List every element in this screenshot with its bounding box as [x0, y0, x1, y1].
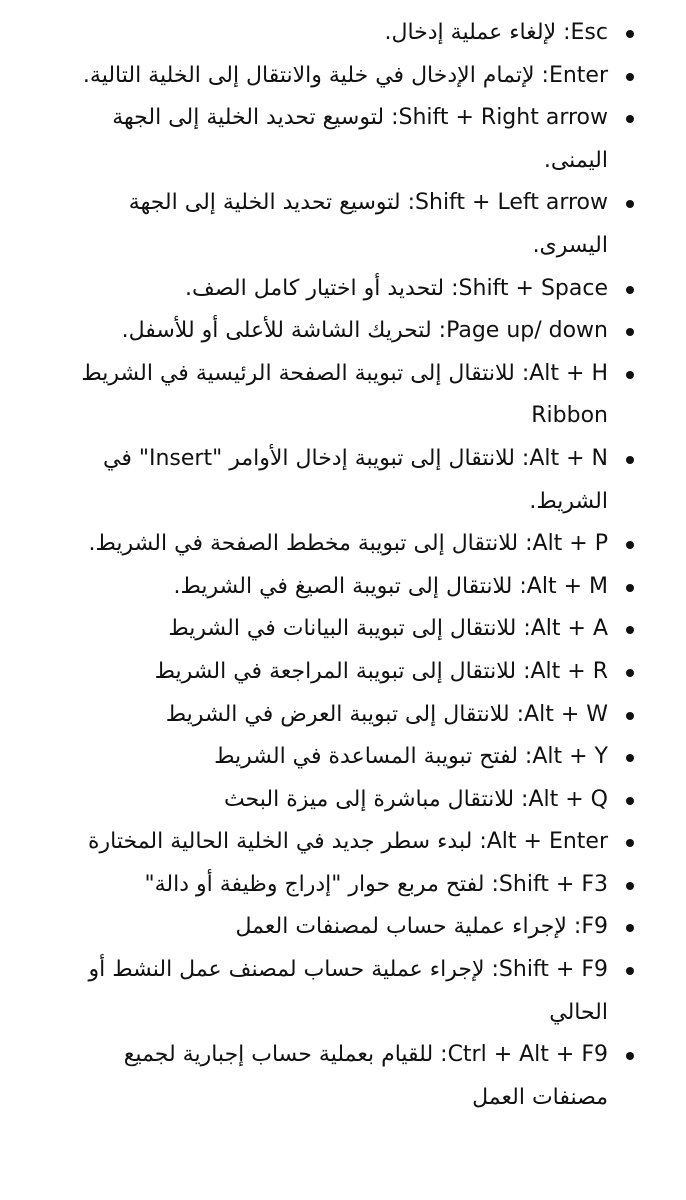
shortcut-keys: Alt + A: [530, 616, 608, 642]
list-item: Alt + W: للانتقال إلى تبويبة العرض في الشريط: [50, 694, 656, 737]
shortcut-description: لتحديد أو اختيار كامل الصف.: [185, 275, 445, 301]
shortcut-keys: Alt + Enter: [486, 829, 608, 855]
list-item: Alt + N: للانتقال إلى تبويبة إدخال الأوامر "Insert" في الشريط.: [50, 438, 656, 523]
list-item: Enter: لإتمام الإدخال في خلية والانتقال إلى الخلية التالية.: [50, 55, 656, 98]
shortcut-keys: Alt + Q: [528, 786, 608, 812]
list-item: Page up/ down: لتحريك الشاشة للأعلى أو للأسفل.: [50, 310, 656, 353]
shortcut-description: للانتقال إلى تبويبة العرض في الشريط: [165, 701, 510, 727]
shortcut-keys: Shift + F9: [498, 957, 608, 983]
list-item: F9: لإجراء عملية حساب لمصنفات العمل: [50, 906, 656, 949]
shortcut-keys: F9: [581, 914, 608, 940]
list-item: Esc: لإلغاء عملية إدخال.: [50, 12, 656, 55]
shortcut-description: لتوسيع تحديد الخلية إلى الجهة اليسرى.: [128, 190, 608, 258]
shortcut-keys: Shift + Right arrow: [398, 105, 608, 131]
list-item: Alt + M: للانتقال إلى تبويبة الصيغ في الشريط.: [50, 566, 656, 609]
shortcut-keys: Alt + H: [529, 360, 608, 386]
shortcut-description: لإجراء عملية حساب لمصنف عمل النشط أو الحالي: [88, 957, 608, 1025]
list-item: Shift + Space: لتحديد أو اختيار كامل الصف.: [50, 268, 656, 311]
shortcut-description: للانتقال مباشرة إلى ميزة البحث: [223, 786, 515, 812]
list-item: Alt + A: للانتقال إلى تبويبة البيانات في الشريط: [50, 608, 656, 651]
list-item: Alt + Q: للانتقال مباشرة إلى ميزة البحث: [50, 779, 656, 822]
shortcut-description: للانتقال إلى تبويبة مخطط الصفحة في الشريط.: [88, 531, 519, 557]
shortcut-description: للانتقال إلى تبويبة الصيغ في الشريط.: [173, 573, 513, 599]
shortcut-keys: Alt + Y: [532, 744, 608, 770]
shortcut-keys: Shift + Left arrow: [415, 190, 608, 216]
shortcut-description: لإجراء عملية حساب لمصنفات العمل: [235, 914, 567, 940]
shortcut-description: لفتح مربع حوار "إدراج وظيفة أو دالة": [144, 871, 485, 897]
shortcut-keys: Alt + N: [529, 445, 608, 471]
shortcut-description: لفتح تبويبة المساعدة في الشريط: [214, 744, 518, 770]
list-item: Ctrl + Alt + F9: للقيام بعملية حساب إجبارية لجميع مصنفات العمل: [50, 1034, 656, 1119]
shortcut-description: لبدء سطر جديد في الخلية الحالية المختارة: [88, 829, 473, 855]
shortcut-description: لإلغاء عملية إدخال.: [384, 20, 557, 45]
shortcut-keys: Alt + M: [526, 573, 608, 599]
shortcut-description: لإتمام الإدخال في خلية والانتقال إلى الخلية التالية.: [82, 62, 535, 88]
list-item: Alt + Enter: لبدء سطر جديد في الخلية الحالية المختارة: [50, 821, 656, 864]
shortcut-keys: Alt + P: [532, 531, 608, 557]
list-item: Alt + P: للانتقال إلى تبويبة مخطط الصفحة في الشريط.: [50, 523, 656, 566]
shortcut-description: للانتقال إلى تبويبة إدخال الأوامر "Insert" في الشريط.: [103, 445, 608, 514]
shortcut-keys: Alt + R: [530, 658, 608, 684]
shortcut-list: [0, 12, 686, 1119]
list-item: Alt + Y: لفتح تبويبة المساعدة في الشريط: [50, 736, 656, 779]
list-item: Shift + F3: لفتح مربع حوار "إدراج وظيفة أو دالة": [50, 864, 656, 907]
shortcut-keys: Esc: [570, 20, 608, 45]
shortcut-keys: Alt + W: [524, 701, 608, 727]
list-item: Alt + R: للانتقال إلى تبويبة المراجعة في الشريط: [50, 651, 656, 694]
shortcut-description: لتوسيع تحديد الخلية إلى الجهة اليمنى.: [112, 105, 608, 173]
shortcut-keys: Page up/ down: [446, 318, 608, 344]
shortcut-description: لتحريك الشاشة للأعلى أو للأسفل.: [121, 318, 432, 344]
shortcut-keys: Enter: [548, 62, 608, 88]
shortcut-keys: Shift + Space: [458, 275, 608, 301]
shortcut-description: للقيام بعملية حساب إجبارية لجميع مصنفات العمل: [123, 1042, 608, 1110]
list-item: Alt + H: للانتقال إلى تبويبة الصفحة الرئيسية في الشريط Ribbon: [50, 353, 656, 438]
list-item: Shift + Right arrow: لتوسيع تحديد الخلية إلى الجهة اليمنى.: [50, 97, 656, 182]
shortcut-keys: Ctrl + Alt + F9: [447, 1042, 608, 1068]
list-item: Shift + F9: لإجراء عملية حساب لمصنف عمل النشط أو الحالي: [50, 949, 656, 1034]
shortcut-description: للانتقال إلى تبويبة الصفحة الرئيسية في الشريط Ribbon: [81, 360, 608, 429]
shortcut-description: للانتقال إلى تبويبة البيانات في الشريط: [168, 616, 517, 642]
list-item: Shift + Left arrow: لتوسيع تحديد الخلية إلى الجهة اليسرى.: [50, 182, 656, 267]
shortcut-description: للانتقال إلى تبويبة المراجعة في الشريط: [154, 658, 517, 684]
shortcut-keys: Shift + F3: [498, 871, 608, 897]
